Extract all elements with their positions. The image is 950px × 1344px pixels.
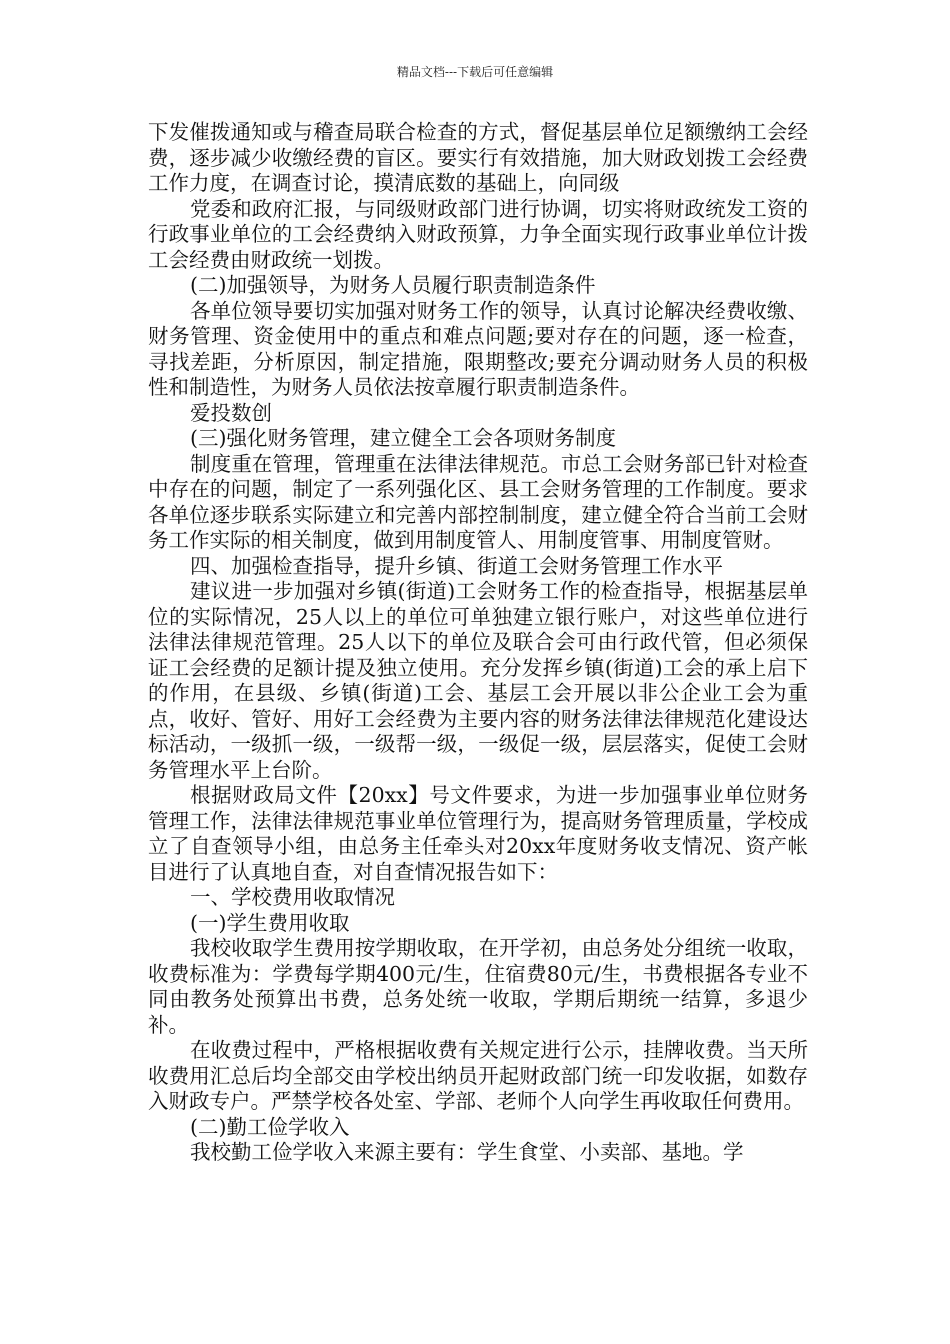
paragraph: 制度重在管理，管理重在法律法律规范。市总工会财务部已针对检查中存在的问题，制定了一系列强化区、县工会财务管理的工作制度。要求各单位逐步联系实际建立和完善内部控制制度，建立健全符合当前工会财务工作实际的相关制度，做到用制度管人、用制度管事、用制度管财。 [148, 451, 808, 552]
page-header: 精品文档---下载后可任意编辑 [396, 65, 554, 79]
paragraph: 我校收取学生费用按学期收取，在开学初，由总务处分组统一收取，收费标准为：学费每学期400元/生，住宿费80元/生，书费根据各专业不同由教务处预算出书费，总务处统一收取，学期后期统一结算，多退少补。 [148, 936, 808, 1037]
section-heading: (二)勤工俭学收入 [190, 1114, 350, 1139]
section-heading: 一、学校费用收取情况 [190, 885, 395, 909]
paragraph: 在收费过程中，严格根据收费有关规定进行公示，挂牌收费。当天所收费用汇总后均全部交由学校出纳员开起财政部门统一印发收据，如数存入财政专户。严禁学校各处室、学部、老师个人向学生再收取任何费用。 [148, 1038, 808, 1113]
paragraph: 下发催拨通知或与稽查局联合检查的方式，督促基层单位足额缴纳工会经费，逐步减少收缴经费的盲区。要实行有效措施，加大财政划拨工会经费工作力度，在调查讨论，摸清底数的基础上，向同级 [148, 120, 808, 195]
section-heading: 四、加强检查指导，提升乡镇、街道工会财务管理工作水平 [190, 553, 723, 578]
paragraph: 我校勤工俭学收入来源主要有：学生食堂、小卖部、基地。学 [190, 1140, 744, 1164]
paragraph: 建议进一步加强对乡镇(街道)工会财务工作的检查指导，根据基层单位的实际情况，25人以上的单位可单独建立银行账户，对这些单位进行法律法律规范管理。25人以下的单位及联合会可由行政代管，但必须保证工会经费的足额计提及独立使用。充分发挥乡镇(街道)工会的承上启下的作用，在县级、乡镇(街道)工会、基层工会开展以非公企业工会为重点，收好、管好、用好工会经费为主要内容的财务法律法律规范化建设达标活动，一级抓一级，一级帮一级，一级促一级，层层落实，促使工会财务管理水平上台阶。 [148, 579, 808, 782]
section-heading: (二)加强领导，为财务人员履行职责制造条件 [190, 273, 596, 297]
section-heading: (一)学生费用收取 [190, 910, 350, 935]
paragraph: 根据财政局文件【20xx】号文件要求，为进一步加强事业单位财务管理工作，法律法律规范事业单位管理行为，提高财务管理质量，学校成立了自查领导小组，由总务主任牵头对20xx年度财务收支情况、资产帐目进行了认真地自查，对自查情况报告如下： [148, 783, 808, 884]
section-heading: (三)强化财务管理，建立健全工会各项财务制度 [190, 426, 616, 450]
paragraph: 各单位领导要切实加强对财务工作的领导，认真讨论解决经费收缴、财务管理、资金使用中的重点和难点问题;要对存在的问题，逐一检查，寻找差距，分析原因，制定措施，限期整改;要充分调动财务人员的积极性和制造性，为财务人员依法按章履行职责制造条件。 [148, 298, 808, 399]
paragraph: 爱投数创 [190, 400, 272, 425]
document-body [148, 120, 808, 1166]
paragraph: 党委和政府汇报，与同级财政部门进行协调，切实将财政统发工资的行政事业单位的工会经费纳入财政预算，力争全面实现行政事业单位计拨工会经费由财政统一划拨。 [148, 196, 808, 272]
